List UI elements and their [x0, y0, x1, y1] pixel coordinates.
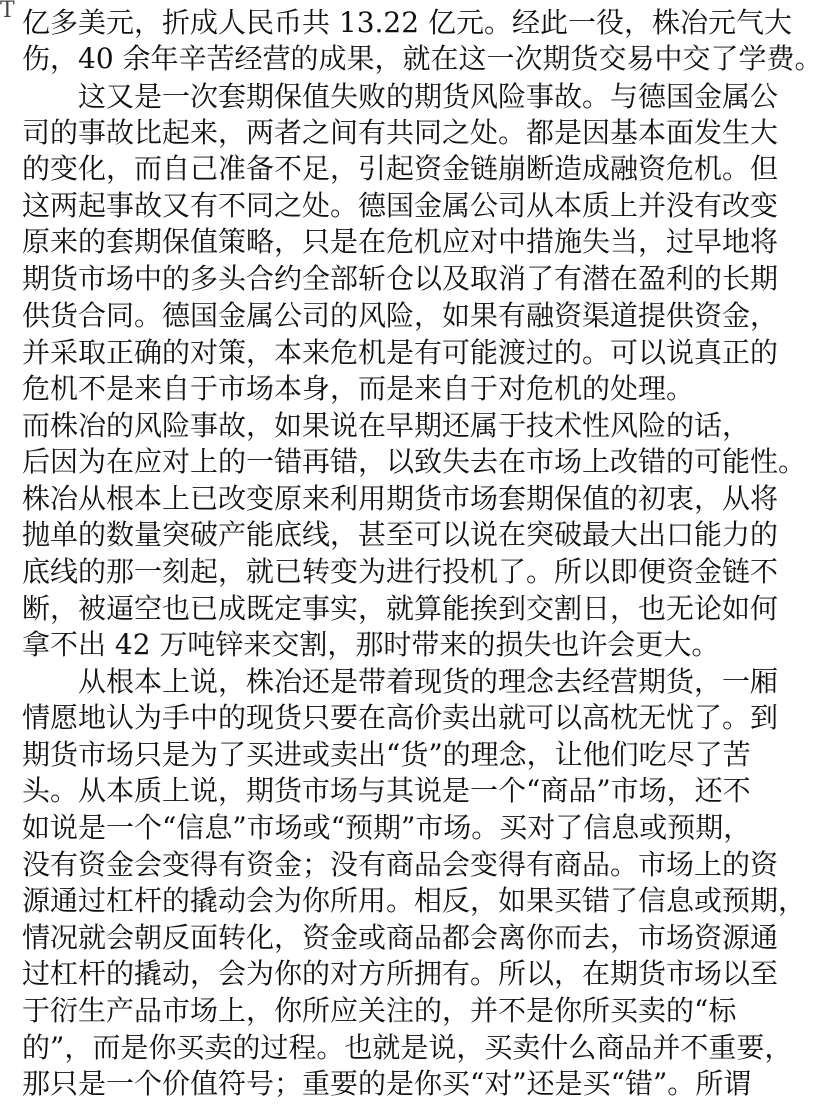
text-line: 这又是一次套期保值失败的期货风险事故。与德国金属公 [78, 80, 779, 113]
text-line: 情愿地认为手中的现货只要在高价卖出就可以高枕无忧了。到 [22, 701, 779, 734]
text-line: 没有资金会变得有资金；没有商品会变得有商品。市场上的资 [22, 848, 779, 881]
text-line: 危机不是来自于市场本身，而是来自于对危机的处理。 [22, 372, 695, 405]
text-line: 而株冶的风险事故，如果说在早期还属于技术性风险的话， [22, 409, 751, 442]
text-line: 的”，而是你买卖的过程。也就是说，买卖什么商品并不重要， [22, 1031, 793, 1064]
text-line: 头。从本质上说，期货市场与其说是一个“商品”市场，还不 [22, 774, 751, 807]
text-line: 期货市场只是为了买进或卖出“货”的理念，让他们吃尽了苦 [22, 738, 751, 771]
text-line: 断，被逼空也已成既定事实，就算能挨到交割日，也无论如何 [22, 592, 779, 625]
text-line: 如说是一个“信息”市场或“预期”市场。买对了信息或预期， [22, 811, 752, 844]
text-line: 从根本上说，株冶还是带着现货的理念去经营期货，一厢 [78, 665, 779, 698]
text-line: 于衍生产品市场上，你所应关注的，并不是你所买卖的“标 [22, 994, 737, 1027]
text-line: 那只是一个价值符号；重要的是你买“对”还是买“错”。所谓 [22, 1067, 752, 1100]
text-line: 司的事故比起来，两者之间有共同之处。都是因基本面发生大 [22, 116, 779, 149]
text-line: 抛单的数量突破产能底线，甚至可以说在突破最大出口能力的 [22, 518, 779, 551]
text-line: 株冶从根本上已改变原来利用期货市场套期保值的初衷，从将 [22, 482, 779, 515]
text-line: 后因为在应对上的一错再错，以致失去在市场上改错的可能性。 [22, 445, 807, 478]
text-line: 伤，40 余年辛苦经营的成果，就在这一次期货交易中交了学费。 [22, 42, 823, 75]
text-line: 的变化，而自己准备不足，引起资金链崩断造成融资危机。但 [22, 152, 779, 185]
text-line: 过杠杆的撬动，会为你的对方所拥有。所以，在期货市场以至 [22, 957, 779, 990]
text-line: 并采取正确的对策，本来危机是有可能渡过的。可以说真正的 [22, 336, 779, 369]
text-line: 情况就会朝反面转化，资金或商品都会离你而去，市场资源通 [22, 921, 779, 954]
text-line: 供货合同。德国金属公司的风险，如果有融资渠道提供资金， [22, 299, 779, 332]
text-line: 拿不出 42 万吨锌来交割，那时带来的损失也许会更大。 [22, 628, 720, 661]
text-line: 这两起事故又有不同之处。德国金属公司从本质上并没有改变 [22, 189, 779, 222]
text-line: 期货市场中的多头合约全部斩仓以及取消了有潜在盈利的长期 [22, 262, 779, 295]
text-line: 原来的套期保值策略，只是在危机应对中措施失当，过早地将 [22, 225, 779, 258]
text-line: 源通过杠杆的撬动会为你所用。相反，如果买错了信息或预期， [22, 884, 807, 917]
corner-scan-mark: Т [0, 0, 15, 23]
text-line: 亿多美元，折成人民币共 13.22 亿元。经此一役，株冶元气大 [22, 6, 792, 39]
text-line: 底线的那一刻起，就已转变为进行投机了。所以即便资金链不 [22, 555, 779, 588]
